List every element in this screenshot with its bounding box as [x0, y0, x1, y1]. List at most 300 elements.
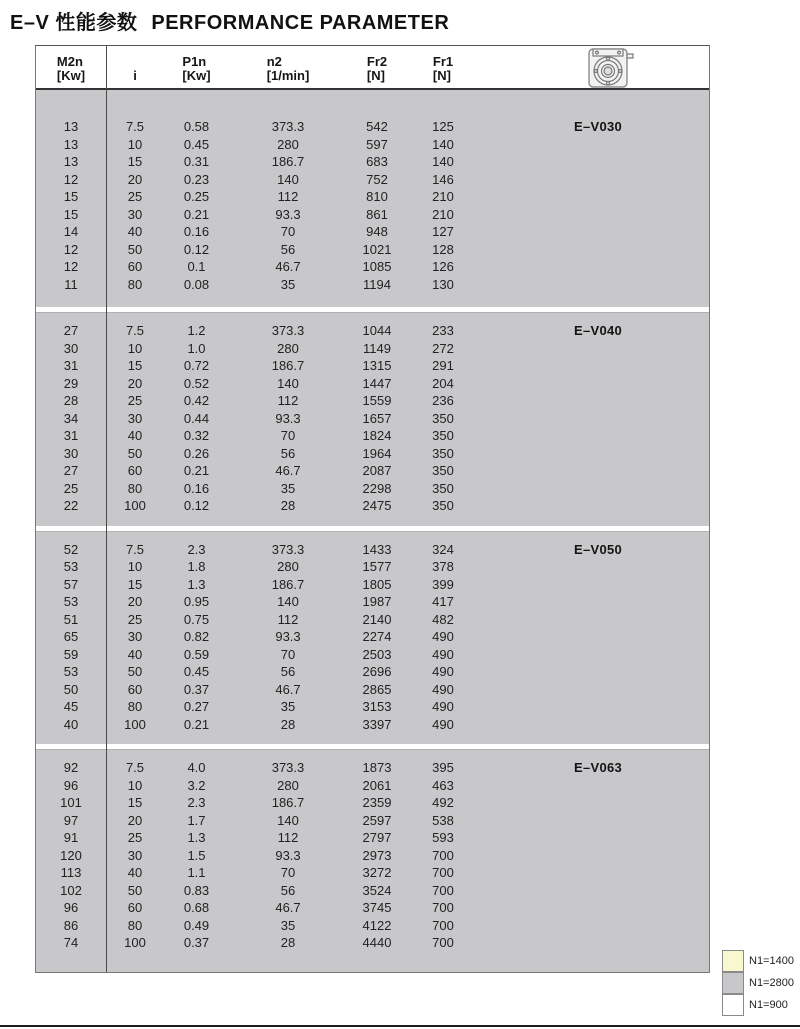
- data-cell: 15: [127, 154, 143, 169]
- table-body: [36, 90, 709, 972]
- data-cell: 96: [63, 900, 79, 915]
- data-cell: 1987: [362, 594, 392, 609]
- model-label: [479, 646, 709, 664]
- data-cell: 417: [432, 594, 454, 609]
- data-cell: 112: [277, 189, 299, 204]
- data-cell: 120: [60, 847, 82, 863]
- table-row: [36, 882, 709, 900]
- data-cell: 140: [432, 154, 454, 169]
- data-cell: 28: [280, 498, 296, 513]
- data-cell: 4440: [362, 935, 392, 950]
- table-row: [36, 136, 709, 154]
- data-cell: 700: [432, 882, 454, 898]
- column-header-text: [267, 55, 310, 83]
- data-cell: 186.7: [271, 154, 305, 169]
- data-cell: 1.3: [187, 576, 206, 592]
- data-cell: 233: [432, 323, 454, 338]
- table-row: [36, 611, 709, 629]
- data-cell: 57: [63, 576, 79, 592]
- column-header-n2: [229, 46, 347, 88]
- data-cell: 1.2: [187, 323, 206, 338]
- table-row: [36, 357, 709, 375]
- data-cell: 7.5: [125, 323, 145, 338]
- table-row: [36, 847, 709, 865]
- data-cell: 752: [366, 171, 388, 187]
- column-header-Fr1: [407, 46, 479, 88]
- data-cell: 373.3: [271, 541, 305, 557]
- data-cell: 0.72: [183, 358, 210, 373]
- data-cell: 93.3: [275, 206, 301, 222]
- data-cell: 52: [63, 541, 79, 557]
- data-cell: 15: [127, 576, 143, 592]
- data-cell: 140: [277, 812, 299, 828]
- data-cell: 100: [124, 716, 146, 732]
- data-cell: 350: [432, 480, 454, 496]
- column-header-text: [133, 69, 137, 83]
- bottom-rule: [0, 1025, 800, 1027]
- legend-item: [722, 972, 794, 994]
- data-cell: 683: [366, 154, 388, 169]
- data-cell: 210: [432, 206, 454, 222]
- data-cell: 22: [63, 498, 79, 513]
- column-name: n2: [266, 54, 282, 69]
- data-cell: 93.3: [275, 847, 301, 863]
- data-cell: 46.7: [275, 900, 301, 915]
- data-cell: 373.3: [271, 119, 305, 134]
- column-unit: [Kw]: [182, 68, 211, 83]
- data-cell: 7.5: [125, 541, 145, 557]
- data-cell: 0.31: [183, 154, 210, 169]
- data-cell: 350: [432, 445, 454, 461]
- model-label: [479, 864, 709, 882]
- data-cell: 204: [432, 375, 454, 391]
- data-cell: 140: [277, 594, 299, 609]
- model-label: [479, 576, 709, 594]
- model-label: [479, 812, 709, 830]
- data-cell: 20: [127, 375, 143, 391]
- data-cell: 373.3: [271, 760, 305, 775]
- data-cell: 59: [63, 646, 79, 662]
- data-cell: 2973: [362, 847, 392, 863]
- data-cell: 2503: [362, 646, 392, 662]
- data-cell: 146: [432, 171, 454, 187]
- data-cell: 542: [366, 119, 388, 134]
- column-header-P1n: [164, 46, 229, 88]
- data-cell: 60: [127, 259, 143, 274]
- data-cell: 1.8: [187, 559, 206, 574]
- data-cell: 2597: [362, 812, 392, 828]
- legend-label: N1=2800: [749, 977, 794, 989]
- table-row: [36, 276, 709, 294]
- data-cell: 34: [63, 410, 79, 426]
- data-cell: 91: [63, 830, 79, 845]
- model-label: [479, 611, 709, 629]
- table-row: [36, 777, 709, 795]
- data-cell: 0.75: [183, 611, 210, 627]
- data-cell: 80: [127, 276, 143, 292]
- data-cell: 25: [127, 830, 143, 845]
- model-label: [479, 698, 709, 716]
- data-cell: 280: [277, 559, 299, 574]
- data-cell: 350: [432, 498, 454, 513]
- data-cell: 490: [432, 716, 454, 732]
- data-cell: 1873: [362, 760, 392, 775]
- data-cell: 50: [63, 681, 79, 697]
- data-cell: 700: [432, 847, 454, 863]
- data-cell: 1194: [363, 276, 391, 292]
- data-cell: 2087: [362, 463, 392, 478]
- data-cell: 93.3: [275, 629, 301, 644]
- data-cell: 50: [127, 445, 143, 461]
- data-cell: 1.5: [187, 847, 206, 863]
- legend-swatch: [722, 994, 744, 1016]
- data-cell: 0.26: [183, 445, 210, 461]
- model-label: [479, 340, 709, 358]
- data-cell: 2140: [362, 611, 392, 627]
- data-cell: 1085: [362, 259, 392, 274]
- data-cell: 70: [280, 865, 296, 880]
- table-row: [36, 681, 709, 699]
- model-block-EV040: [36, 312, 709, 526]
- data-cell: 0.12: [183, 498, 210, 513]
- table-row: [36, 698, 709, 716]
- data-cell: 40: [127, 428, 143, 443]
- table-row: [36, 663, 709, 681]
- data-cell: 56: [280, 445, 296, 461]
- data-cell: 50: [127, 882, 143, 898]
- data-cell: 186.7: [271, 795, 305, 810]
- data-cell: 1577: [362, 559, 392, 574]
- data-cell: 20: [127, 594, 143, 609]
- data-cell: 127: [432, 224, 454, 239]
- data-cell: 2298: [362, 480, 392, 496]
- data-cell: 70: [280, 428, 296, 443]
- data-cell: 15: [127, 358, 143, 373]
- column-name: M2n: [56, 54, 83, 69]
- data-cell: 25: [127, 189, 143, 204]
- column-name: i: [133, 68, 137, 83]
- data-cell: 1.1: [187, 865, 206, 880]
- table-row: [36, 258, 709, 276]
- table-row: [36, 829, 709, 847]
- data-cell: 86: [63, 917, 79, 933]
- data-cell: 1824: [362, 428, 392, 443]
- data-cell: 700: [432, 865, 454, 880]
- data-cell: 2359: [362, 795, 392, 810]
- data-cell: 28: [280, 716, 296, 732]
- data-cell: 12: [63, 171, 79, 187]
- table-row: [36, 340, 709, 358]
- data-cell: 3745: [362, 900, 392, 915]
- data-cell: 60: [127, 681, 143, 697]
- data-cell: 40: [63, 716, 79, 732]
- column-unit: [1/min]: [266, 68, 310, 83]
- data-cell: 2797: [362, 830, 392, 845]
- model-label: [479, 558, 709, 576]
- data-cell: 27: [63, 323, 79, 338]
- column-name: P1n: [182, 54, 207, 69]
- model-label: [479, 206, 709, 224]
- data-cell: 482: [432, 611, 454, 627]
- data-cell: 0.83: [183, 882, 210, 898]
- data-cell: 0.21: [183, 463, 210, 478]
- table-row: [36, 576, 709, 594]
- model-label: [479, 188, 709, 206]
- data-cell: 0.52: [183, 375, 210, 391]
- table-row: [36, 480, 709, 498]
- data-cell: 15: [127, 795, 143, 810]
- data-cell: 0.21: [183, 206, 210, 222]
- data-cell: 593: [432, 830, 454, 845]
- data-cell: 112: [277, 611, 299, 627]
- data-cell: 210: [432, 189, 454, 204]
- legend-label: N1=1400: [749, 955, 794, 967]
- data-cell: 948: [366, 224, 388, 239]
- data-cell: 112: [277, 830, 299, 845]
- table-row: [36, 646, 709, 664]
- data-cell: 0.1: [187, 259, 206, 274]
- data-cell: 538: [432, 812, 454, 828]
- data-cell: 4.0: [187, 760, 206, 775]
- data-cell: 350: [432, 410, 454, 426]
- data-cell: 25: [63, 480, 79, 496]
- data-cell: 93.3: [275, 410, 301, 426]
- data-cell: 2865: [362, 681, 392, 697]
- column-name: Fr1: [432, 54, 454, 69]
- data-cell: 20: [127, 171, 143, 187]
- data-cell: 4122: [362, 917, 392, 933]
- data-cell: 53: [63, 559, 79, 574]
- model-block-EV030: [36, 90, 709, 307]
- data-cell: 15: [63, 206, 79, 222]
- data-cell: 1315: [362, 358, 392, 373]
- data-cell: 861: [366, 206, 388, 222]
- speed-legend: [722, 950, 794, 1016]
- data-cell: 186.7: [271, 358, 305, 373]
- data-cell: 1.0: [187, 340, 206, 356]
- table-row: [36, 188, 709, 206]
- legend-item: [722, 950, 794, 972]
- table-row: [36, 759, 709, 777]
- model-label: [479, 375, 709, 393]
- model-label: [479, 223, 709, 241]
- data-cell: 13: [63, 154, 79, 169]
- data-cell: 0.32: [183, 428, 210, 443]
- data-cell: 53: [63, 664, 79, 679]
- data-cell: 700: [432, 917, 454, 933]
- data-cell: 140: [432, 136, 454, 152]
- data-cell: 27: [63, 463, 79, 478]
- table-row: [36, 812, 709, 830]
- data-cell: 280: [277, 777, 299, 793]
- data-cell: 0.68: [183, 900, 210, 915]
- model-label: [479, 777, 709, 795]
- model-label: E–V063: [574, 760, 623, 775]
- model-label: [479, 153, 709, 171]
- data-cell: 125: [432, 119, 454, 134]
- data-cell: 30: [127, 629, 143, 644]
- data-cell: 40: [127, 865, 143, 880]
- model-label: E–V030: [574, 119, 623, 134]
- model-label: [479, 276, 709, 294]
- table-row: [36, 206, 709, 224]
- data-cell: 30: [127, 206, 143, 222]
- data-cell: 51: [63, 611, 79, 627]
- data-cell: 7.5: [125, 119, 145, 134]
- data-cell: 0.82: [183, 629, 210, 644]
- data-cell: 272: [432, 340, 454, 356]
- data-cell: 0.16: [183, 480, 210, 496]
- data-cell: 70: [280, 646, 296, 662]
- data-cell: 0.95: [183, 594, 210, 609]
- data-cell: 29: [63, 375, 79, 391]
- data-cell: 1805: [362, 576, 392, 592]
- data-cell: 30: [63, 445, 79, 461]
- data-cell: 10: [127, 340, 143, 356]
- data-cell: 13: [63, 136, 79, 152]
- table-row: [36, 558, 709, 576]
- column-header-Fr2: [347, 46, 407, 88]
- data-cell: 1044: [362, 323, 392, 338]
- data-cell: 25: [127, 611, 143, 627]
- data-cell: 140: [277, 375, 299, 391]
- data-cell: 100: [124, 498, 146, 513]
- table-row: [36, 541, 709, 559]
- table-row: [36, 171, 709, 189]
- data-cell: 2274: [362, 629, 392, 644]
- data-cell: 399: [432, 576, 454, 592]
- data-cell: 2.3: [187, 795, 206, 810]
- column-unit: [N]: [432, 68, 451, 83]
- data-cell: 74: [63, 935, 79, 950]
- column-name: Fr2: [366, 54, 388, 69]
- model-label: [479, 794, 709, 812]
- data-cell: 101: [60, 795, 82, 810]
- column-unit: [Kw]: [56, 68, 86, 83]
- model-label: [479, 882, 709, 900]
- data-cell: 0.12: [183, 241, 210, 257]
- column-header-M2n: [36, 46, 106, 88]
- data-cell: 0.16: [183, 224, 210, 239]
- data-cell: 14: [63, 224, 79, 239]
- data-cell: 463: [432, 777, 454, 793]
- data-cell: 10: [127, 136, 143, 152]
- data-cell: 30: [127, 410, 143, 426]
- data-cell: 2.3: [187, 541, 206, 557]
- data-cell: 0.08: [183, 276, 210, 292]
- data-cell: 0.42: [183, 393, 210, 408]
- data-cell: 35: [280, 917, 296, 933]
- data-cell: 0.21: [183, 716, 210, 732]
- data-cell: 2696: [362, 664, 392, 679]
- model-label: [479, 171, 709, 189]
- data-cell: 31: [63, 428, 79, 443]
- data-cell: 15: [63, 189, 79, 204]
- data-cell: 80: [127, 917, 143, 933]
- table-row: [36, 410, 709, 428]
- data-cell: 53: [63, 594, 79, 609]
- table-row: [36, 628, 709, 646]
- table-row: [36, 223, 709, 241]
- data-cell: 35: [280, 699, 296, 714]
- model-label: [479, 593, 709, 611]
- data-cell: 30: [127, 847, 143, 863]
- data-cell: 100: [124, 935, 146, 950]
- model-label: [479, 241, 709, 259]
- data-cell: 65: [63, 629, 79, 644]
- legend-label: N1=900: [749, 999, 788, 1011]
- data-cell: 395: [432, 760, 454, 775]
- model-label: [479, 462, 709, 480]
- column-header-text: [367, 55, 387, 83]
- data-cell: 130: [432, 276, 454, 292]
- data-cell: 20: [127, 812, 143, 828]
- model-label: [479, 663, 709, 681]
- model-label: [479, 628, 709, 646]
- data-cell: 490: [432, 646, 454, 662]
- data-cell: 80: [127, 480, 143, 496]
- data-cell: 113: [60, 865, 82, 880]
- table-row: [36, 445, 709, 463]
- table-row: [36, 241, 709, 259]
- data-cell: 96: [63, 777, 79, 793]
- data-cell: 0.37: [183, 681, 210, 697]
- data-cell: 810: [366, 189, 388, 204]
- data-cell: 0.59: [183, 646, 210, 662]
- data-cell: 10: [127, 559, 143, 574]
- data-cell: 56: [280, 664, 296, 679]
- table-row: [36, 462, 709, 480]
- column-divider-line: [106, 46, 107, 972]
- model-label: [479, 497, 709, 515]
- data-cell: 490: [432, 681, 454, 697]
- table-row: [36, 864, 709, 882]
- data-cell: 324: [432, 541, 454, 557]
- data-cell: 112: [277, 393, 299, 408]
- table-row: [36, 917, 709, 935]
- data-cell: 490: [432, 664, 454, 679]
- page-title-en: PERFORMANCE PARAMETER: [151, 12, 450, 34]
- model-label: [479, 934, 709, 952]
- data-cell: 35: [280, 480, 296, 496]
- table-row: [36, 322, 709, 340]
- model-label: [479, 899, 709, 917]
- data-cell: 92: [63, 760, 79, 775]
- model-block-EV050: [36, 531, 709, 745]
- data-cell: 50: [127, 241, 143, 257]
- data-cell: 280: [277, 340, 299, 356]
- worm-gearbox-icon: [586, 46, 634, 90]
- data-cell: 46.7: [275, 463, 301, 478]
- data-cell: 97: [63, 812, 79, 828]
- table-row: [36, 375, 709, 393]
- table-row: [36, 427, 709, 445]
- table-row: [36, 497, 709, 515]
- data-cell: 50: [127, 664, 143, 679]
- data-cell: 11: [64, 276, 78, 292]
- model-block-EV063: [36, 749, 709, 972]
- table-row: [36, 899, 709, 917]
- page-title: [10, 6, 449, 35]
- data-cell: 40: [127, 224, 143, 239]
- data-cell: 70: [280, 224, 296, 239]
- data-cell: 0.23: [183, 171, 210, 187]
- data-cell: 3524: [362, 882, 392, 898]
- data-cell: 3272: [362, 865, 392, 880]
- data-cell: 1433: [362, 541, 392, 557]
- data-cell: 2475: [362, 498, 392, 513]
- model-label: [479, 829, 709, 847]
